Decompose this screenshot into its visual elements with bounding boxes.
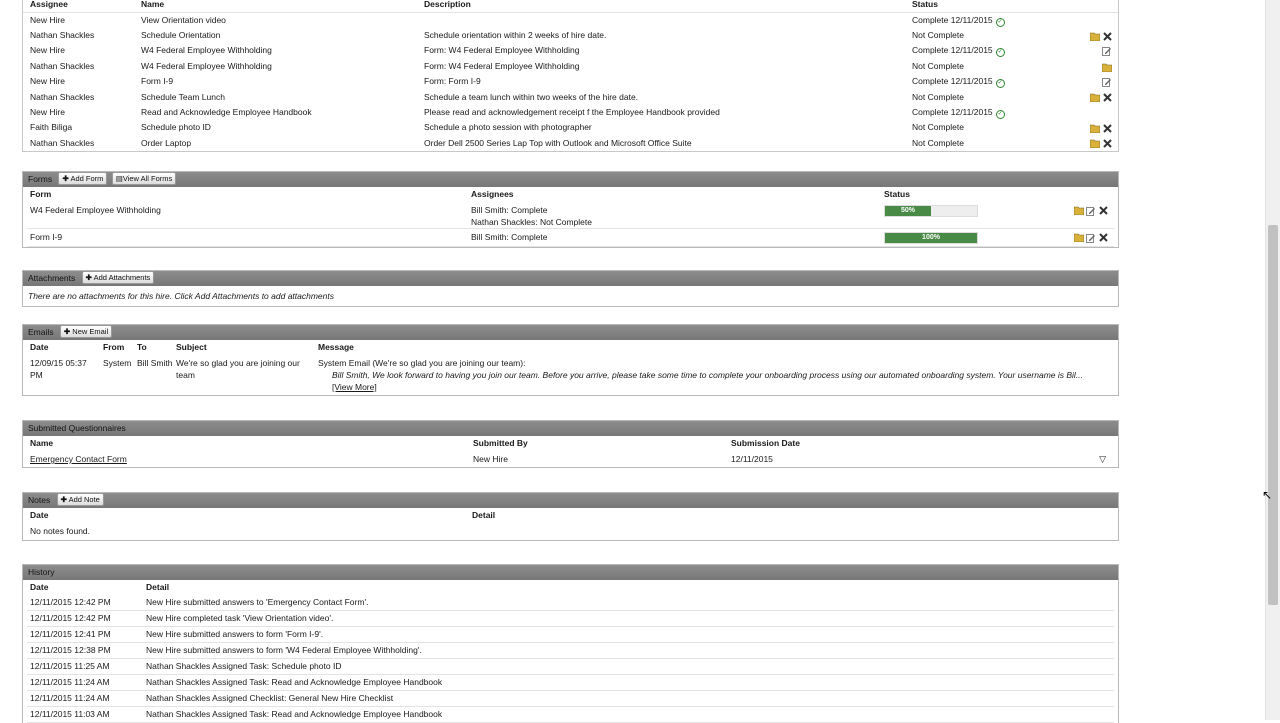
history-header-detail: Detail	[146, 582, 170, 592]
column-header-status: Status	[905, 0, 1060, 13]
edit-icon[interactable]	[1086, 206, 1096, 216]
notes-panel	[22, 492, 1119, 541]
history-title: History	[28, 567, 55, 577]
task-row[interactable]	[23, 28, 1118, 43]
task-actions	[1060, 90, 1118, 105]
task-actions	[1060, 59, 1118, 74]
questionnaires-panel-header	[23, 421, 1118, 436]
delete-icon[interactable]	[1098, 206, 1108, 216]
task-assignee: Nathan Shackles	[30, 60, 95, 71]
mouse-cursor-icon: ↖	[1262, 488, 1273, 502]
emails-header-from: From	[103, 342, 125, 352]
task-assignee: Faith Biliga	[30, 122, 73, 133]
form-assignees	[468, 229, 881, 247]
task-assignee: New Hire	[30, 106, 65, 117]
task-actions	[1060, 43, 1118, 58]
emails-header-to: To	[137, 342, 147, 352]
check-circle-icon: ✓	[997, 110, 1003, 117]
email-message-body: Bill Smith, We look forward to having you join our team. Before you arrive, please take some time to complete your onboarding process using our automated onboarding system. Your username is Bil...	[332, 370, 1083, 380]
view-all-forms-label: View All Forms	[122, 174, 173, 183]
task-description: Schedule a photo session with photographer	[424, 122, 592, 133]
task-status-cell	[905, 59, 1060, 74]
emails-panel	[22, 324, 1119, 396]
history-date: 12/11/2015 12:41 PM	[27, 627, 143, 643]
add-attachments-button[interactable]	[82, 271, 155, 284]
folder-icon[interactable]	[1090, 31, 1100, 41]
questionnaires-panel	[22, 420, 1119, 468]
task-assignee: New Hire	[30, 15, 65, 25]
emails-title: Emails	[28, 327, 54, 337]
edit-icon[interactable]	[1086, 233, 1096, 243]
edit-icon[interactable]	[1102, 46, 1112, 56]
folder-icon[interactable]	[1090, 138, 1100, 148]
emails-header-date: Date	[30, 342, 49, 352]
history-row	[27, 643, 1114, 659]
column-header-description: Description	[417, 0, 905, 13]
forms-panel	[22, 171, 1119, 248]
questionnaire-row	[27, 451, 1114, 467]
form-status-cell	[881, 229, 1061, 247]
questionnaire-submitted-by: New Hire	[473, 454, 508, 464]
task-status: Not Complete	[912, 122, 964, 133]
history-header-date: Date	[30, 582, 49, 592]
progress-fill: 100%	[885, 233, 977, 243]
delete-icon[interactable]	[1102, 92, 1112, 102]
questionnaires-header-date: Submission Date	[731, 438, 800, 448]
task-assignee: New Hire	[30, 76, 65, 87]
delete-icon[interactable]	[1102, 31, 1112, 41]
history-row	[27, 675, 1114, 691]
task-status: Complete 12/11/2015	[912, 15, 993, 25]
check-circle-icon: ✓	[997, 49, 1003, 56]
questionnaires-header-name: Name	[30, 438, 54, 448]
form-assignee: Bill Smith: Complete	[471, 205, 548, 215]
task-status-cell	[905, 74, 1060, 89]
history-date: 12/11/2015 11:25 AM	[27, 659, 143, 675]
view-more-link[interactable]: [View More]	[332, 382, 377, 392]
task-status: Not Complete	[912, 60, 964, 71]
delete-icon[interactable]	[1102, 123, 1112, 133]
task-name: Schedule Team Lunch	[141, 91, 225, 102]
progress-bar	[884, 205, 978, 217]
history-date: 12/11/2015 12:42 PM	[27, 595, 143, 611]
check-circle-icon: ✓	[997, 19, 1003, 25]
scrollbar-thumb[interactable]	[1268, 225, 1278, 605]
questionnaires-title: Submitted Questionnaires	[28, 423, 126, 433]
history-detail: New Hire submitted answers to 'Emergency Contact Form'.	[143, 595, 1114, 611]
tasks-table	[22, 0, 1119, 152]
notes-empty-text: No notes found.	[30, 526, 91, 536]
questionnaire-date: 12/11/2015	[731, 454, 773, 464]
form-actions	[1061, 202, 1114, 229]
expand-triangle-icon[interactable]: ▽	[1099, 454, 1106, 464]
new-email-label: New Email	[72, 327, 109, 336]
task-description: Schedule a team lunch within two weeks of the hire date.	[424, 91, 639, 102]
task-assignee: Nathan Shackles	[30, 137, 95, 148]
edit-icon[interactable]	[1102, 77, 1112, 87]
folder-icon[interactable]	[1074, 206, 1084, 216]
task-actions	[1060, 74, 1118, 89]
email-from: System	[103, 358, 132, 368]
forms-title: Forms	[28, 174, 53, 184]
notes-header-detail: Detail	[472, 510, 496, 520]
task-row[interactable]	[23, 59, 1118, 74]
task-description: Form: W4 Federal Employee Withholding	[424, 45, 580, 56]
task-name: W4 Federal Employee Withholding	[141, 45, 272, 56]
vertical-scrollbar[interactable]	[1265, 0, 1280, 720]
task-actions	[1060, 136, 1118, 151]
task-description: Order Dell 2500 Series Lap Top with Outlook and Microsoft Office Suite	[424, 137, 692, 148]
folder-icon[interactable]	[1074, 233, 1084, 243]
attachments-empty-text: There are no attachments for this hire. Click Add Attachments to add attachments	[28, 291, 334, 301]
history-row	[27, 611, 1114, 627]
check-circle-icon: ✓	[997, 80, 1003, 87]
delete-icon[interactable]	[1102, 138, 1112, 148]
task-actions	[1060, 28, 1118, 43]
forms-panel-header	[23, 172, 1118, 187]
task-name: Order Laptop	[141, 137, 192, 148]
form-row[interactable]	[27, 202, 1114, 229]
forms-header-status: Status	[884, 189, 910, 199]
task-name: Form I-9	[141, 76, 174, 87]
plus-icon: ✚	[63, 327, 71, 336]
task-name: W4 Federal Employee Withholding	[141, 60, 272, 71]
task-status: Complete 12/11/2015	[912, 45, 993, 56]
add-attachments-label: Add Attachments	[93, 273, 151, 282]
task-status-cell	[905, 105, 1060, 120]
history-panel	[22, 564, 1119, 723]
task-status: Not Complete	[912, 91, 964, 102]
task-assignee: New Hire	[30, 45, 65, 56]
history-detail: Nathan Shackles Assigned Checklist: General New Hire Checklist	[143, 691, 1114, 707]
task-name: Schedule photo ID	[141, 122, 211, 133]
form-assignees	[468, 202, 881, 229]
history-row	[27, 707, 1114, 723]
task-row[interactable]	[23, 74, 1118, 89]
folder-icon[interactable]	[1090, 92, 1100, 102]
history-date: 12/11/2015 12:42 PM	[27, 611, 143, 627]
forms-header-assignees: Assignees	[471, 189, 514, 199]
plus-icon: ✚	[85, 273, 92, 282]
task-status-cell	[905, 90, 1060, 105]
questionnaires-header-submitted-by: Submitted By	[473, 438, 528, 448]
history-date: 12/11/2015 11:03 AM	[27, 707, 143, 723]
email-to: Bill Smith	[137, 358, 173, 368]
history-detail: New Hire submitted answers to form 'W4 Federal Employee Withholding'.	[143, 643, 1114, 659]
forms-header-form: Form	[30, 189, 52, 199]
history-detail: New Hire submitted answers to form 'Form I-9'.	[143, 627, 1114, 643]
history-date: 12/11/2015 12:38 PM	[27, 643, 143, 659]
task-description: Form: Form I-9	[424, 76, 481, 87]
task-status: Complete 12/11/2015	[912, 76, 993, 87]
emails-panel-header	[23, 325, 1118, 340]
form-assignee: Nathan Shackles: Not Complete	[471, 217, 592, 227]
history-detail: Nathan Shackles Assigned Task: Schedule photo ID	[143, 659, 1114, 675]
form-assignee: Bill Smith: Complete	[471, 232, 548, 242]
task-actions	[1060, 105, 1118, 120]
task-status: Not Complete	[912, 137, 964, 148]
delete-icon[interactable]	[1098, 233, 1108, 243]
history-row	[27, 595, 1114, 611]
task-description: Form: W4 Federal Employee Withholding	[424, 60, 580, 71]
questionnaire-name-link[interactable]: Emergency Contact Form	[30, 454, 127, 464]
email-subject: We're so glad you are joining our team	[176, 358, 300, 380]
notes-title: Notes	[28, 495, 51, 505]
task-description: Schedule orientation within 2 weeks of hire date.	[424, 30, 607, 40]
task-status: Complete 12/11/2015	[912, 106, 993, 117]
task-status-cell	[905, 13, 1060, 29]
column-header-assignee: Assignee	[23, 0, 134, 13]
tasks-header-row	[23, 0, 1118, 13]
plus-icon: ✚	[60, 495, 67, 504]
form-row[interactable]	[27, 229, 1114, 247]
attachments-panel-header	[23, 271, 1118, 286]
notes-panel-header	[23, 493, 1118, 508]
task-name: Schedule Orientation	[141, 30, 221, 40]
task-description	[417, 13, 905, 29]
progress-bar	[884, 232, 978, 244]
email-date: 12/09/15 05:37 PM	[30, 358, 87, 380]
task-row[interactable]	[23, 105, 1118, 120]
task-assignee: Nathan Shackles	[30, 30, 95, 40]
history-detail: Nathan Shackles Assigned Task: Read and Acknowledge Employee Handbook	[143, 707, 1114, 723]
task-assignee: Nathan Shackles	[30, 91, 95, 102]
task-actions	[1060, 120, 1118, 135]
history-row	[27, 691, 1114, 707]
task-row[interactable]	[23, 90, 1118, 105]
task-name: Read and Acknowledge Employee Handbook	[141, 106, 312, 117]
folder-icon[interactable]	[1102, 62, 1112, 72]
form-name: W4 Federal Employee Withholding	[27, 202, 468, 229]
history-detail: New Hire completed task 'View Orientation video'.	[143, 611, 1114, 627]
task-row[interactable]	[23, 13, 1118, 29]
plus-icon: ✚	[62, 174, 69, 183]
emails-header-subject: Subject	[176, 342, 207, 352]
add-note-label: Add Note	[68, 495, 100, 504]
attachments-panel	[22, 270, 1119, 307]
task-status-cell	[905, 136, 1060, 151]
task-row[interactable]	[23, 136, 1118, 151]
task-name: View Orientation video	[141, 15, 226, 25]
history-detail: Nathan Shackles Assigned Task: Read and Acknowledge Employee Handbook	[143, 675, 1114, 691]
email-row[interactable]	[27, 355, 1114, 395]
task-status-cell	[905, 120, 1060, 135]
history-row	[27, 659, 1114, 675]
task-row[interactable]	[23, 120, 1118, 135]
task-description: Please read and acknowledgement receipt f the Employee Handbook provided	[424, 106, 720, 117]
notes-header-date: Date	[30, 510, 49, 520]
task-actions	[1060, 13, 1118, 29]
new-email-button[interactable]	[60, 325, 112, 338]
task-status-cell	[905, 43, 1060, 58]
view-all-forms-button[interactable]	[112, 172, 177, 185]
task-row[interactable]	[23, 43, 1118, 58]
form-name: Form I-9	[27, 229, 468, 247]
form-status-cell	[881, 202, 1061, 229]
progress-fill: 50%	[885, 206, 931, 216]
add-note-button[interactable]	[57, 493, 104, 506]
add-form-button[interactable]	[58, 172, 107, 185]
history-panel-header	[23, 565, 1118, 580]
column-header-name: Name	[134, 0, 417, 13]
add-form-label: Add Form	[70, 174, 104, 183]
history-date: 12/11/2015 11:24 AM	[27, 675, 143, 691]
emails-header-message: Message	[318, 342, 354, 352]
email-message-head: System Email (We're so glad you are joining our team):	[318, 358, 526, 368]
history-date: 12/11/2015 11:24 AM	[27, 691, 143, 707]
folder-icon[interactable]	[1090, 123, 1100, 133]
form-actions	[1061, 229, 1114, 247]
attachments-title: Attachments	[28, 273, 76, 283]
task-status-cell	[905, 28, 1060, 43]
history-row	[27, 627, 1114, 643]
list-icon: ▤	[115, 174, 123, 183]
task-status: Not Complete	[912, 30, 964, 40]
